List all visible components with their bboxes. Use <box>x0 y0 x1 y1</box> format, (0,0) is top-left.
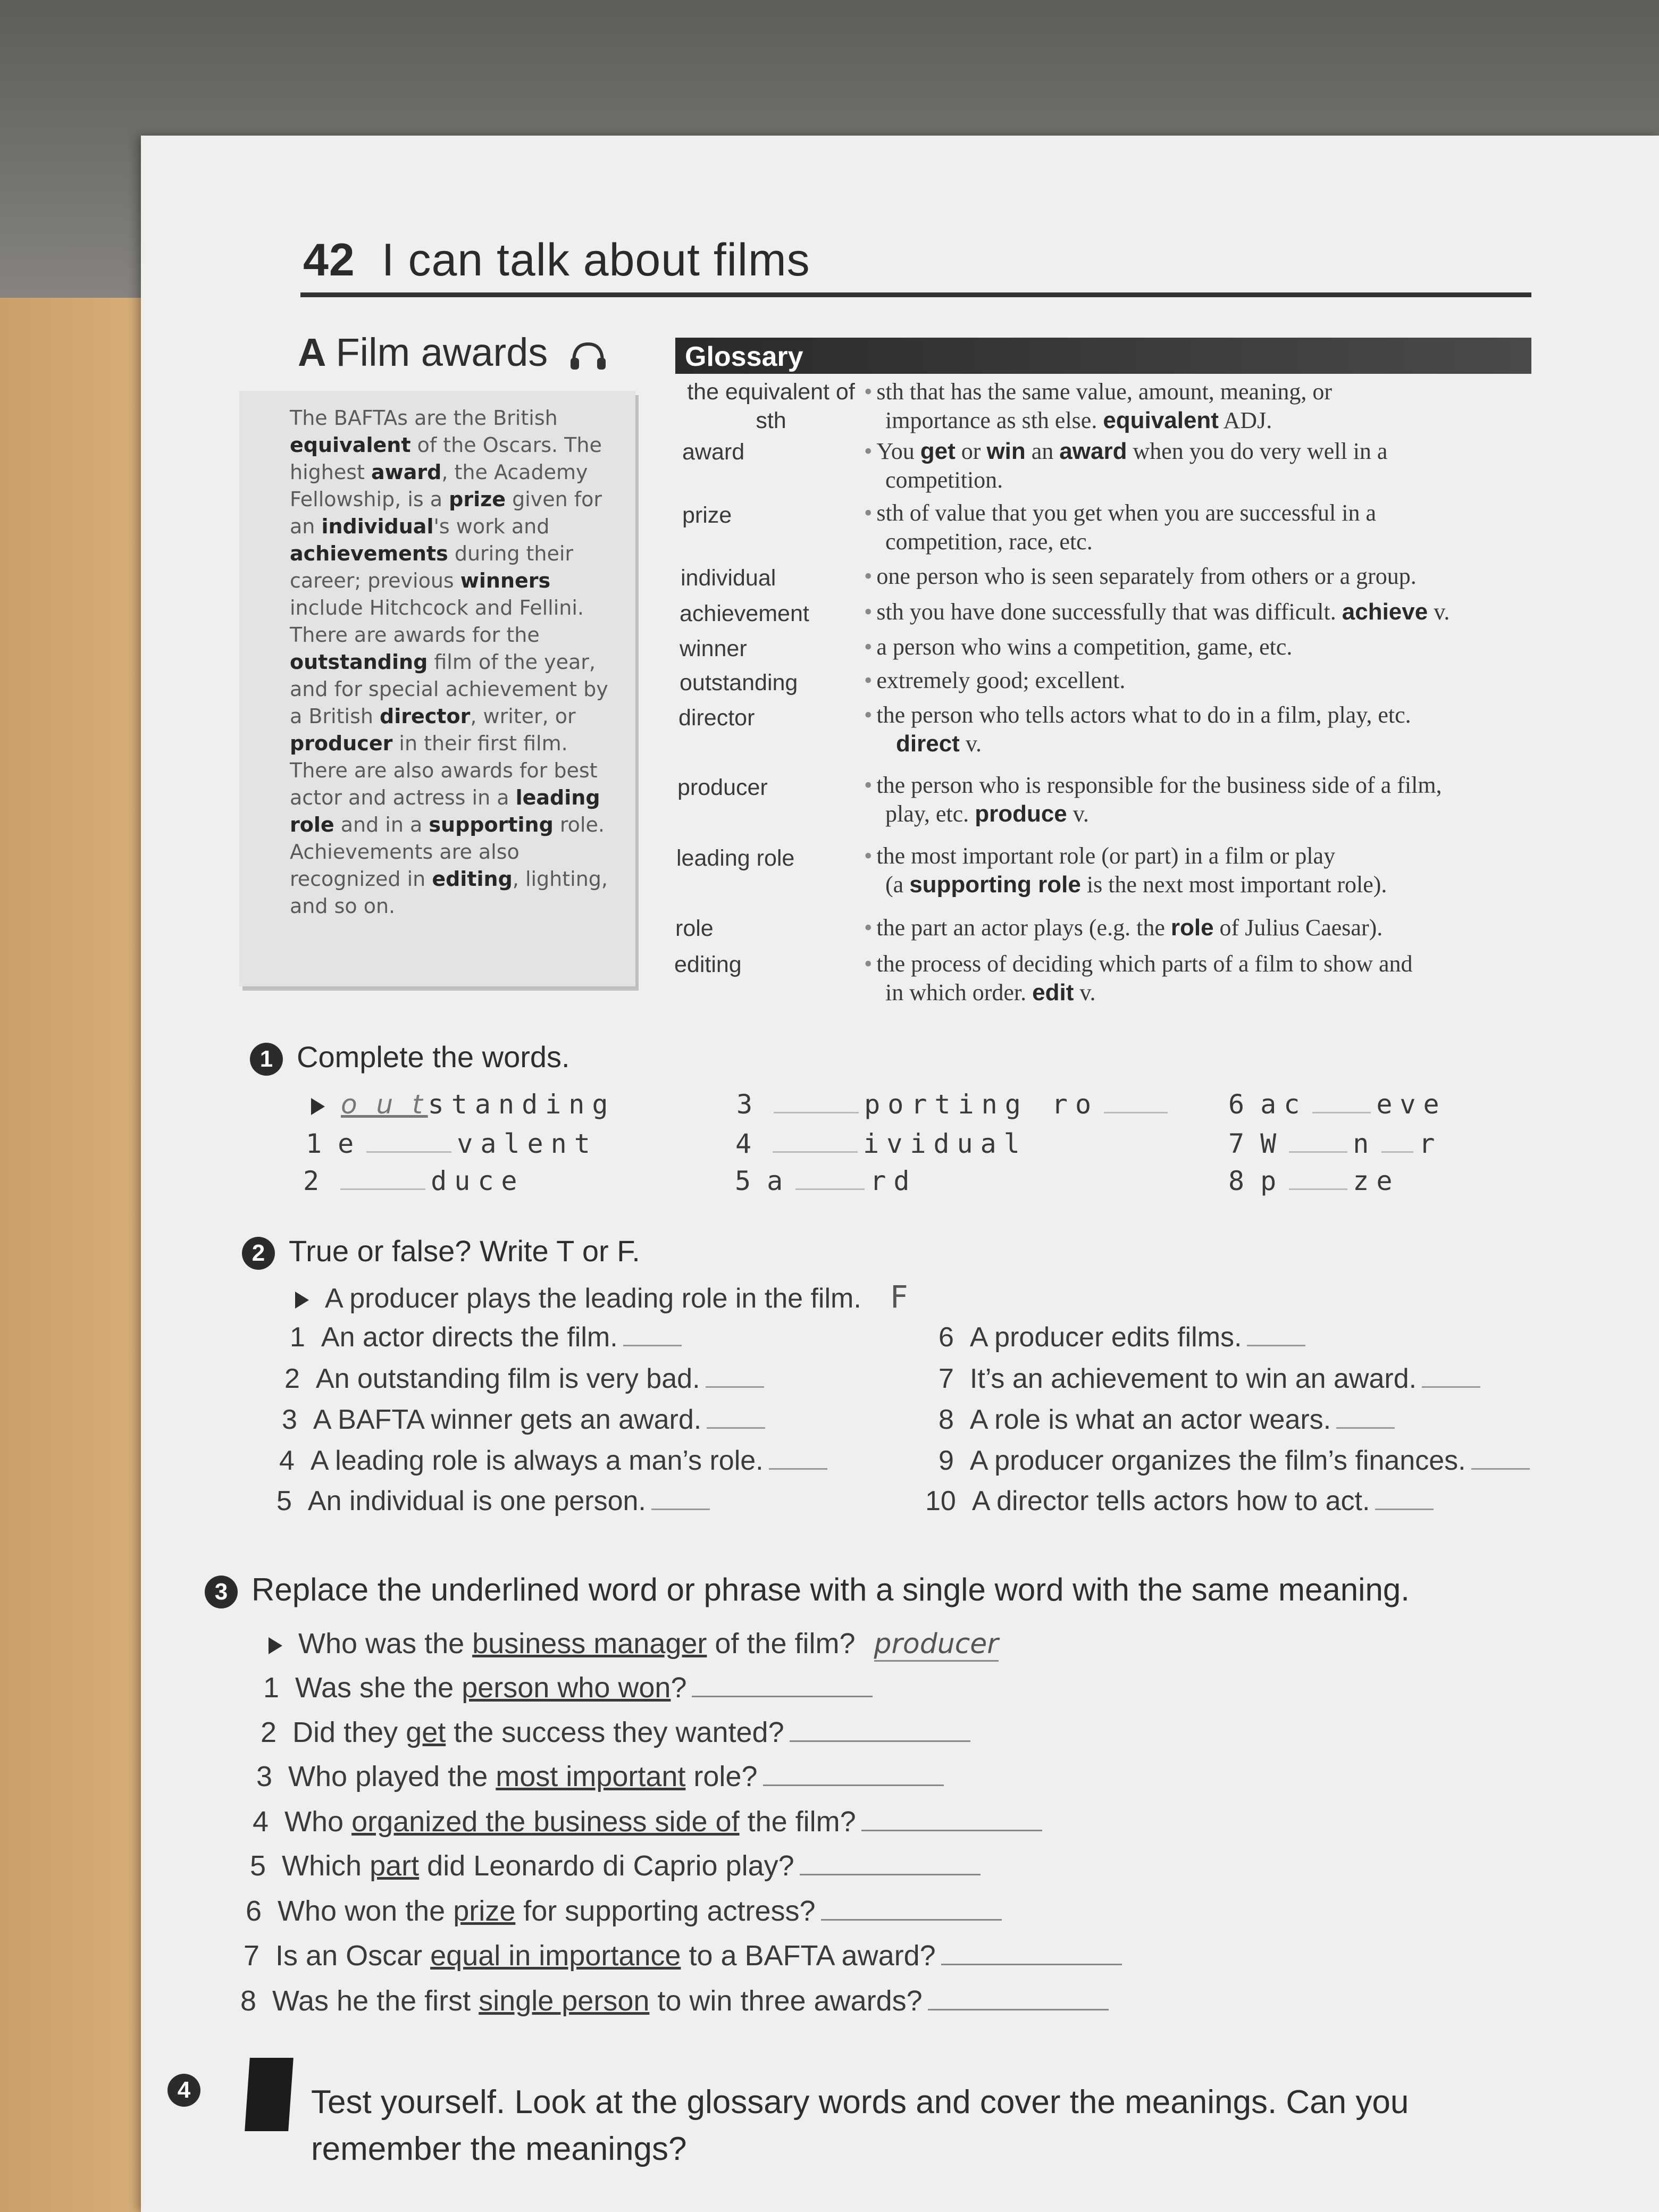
item-number: 4 <box>279 1445 295 1476</box>
item-number: 8 <box>240 1985 257 2017</box>
answer-line[interactable] <box>623 1345 682 1346</box>
definition-keyword: award <box>1059 438 1127 464</box>
definition-text: You <box>876 438 920 464</box>
instruction-line: remember the meanings? <box>311 2131 687 2167</box>
word-fragment: e <box>338 1128 362 1159</box>
glossary-word: leading role <box>676 845 795 871</box>
ex1-item <box>735 1166 917 1196</box>
answer-line[interactable] <box>941 1964 1122 1965</box>
ex2-item <box>939 1321 1305 1353</box>
intro-fragment: 's work and <box>433 515 550 538</box>
definition-keyword: role <box>1170 915 1214 941</box>
glossary-definition: • sth that has the same value, amount, meaning, or importance as sth else. equivalent ADJ. <box>864 379 1332 433</box>
intro-fragment: in their first film. There are also awards for best actor and actress in a <box>290 732 598 809</box>
definition-keyword: supporting role <box>909 872 1081 898</box>
item-number: 3 <box>256 1761 273 1792</box>
definition-text: the part an actor plays (e.g. the <box>876 915 1171 941</box>
item-number: 7 <box>939 1363 954 1394</box>
answer-line[interactable] <box>800 1874 981 1875</box>
item-number: 6 <box>1228 1089 1245 1120</box>
example-arrow-icon <box>269 1637 282 1654</box>
glossary-definition: • the most important role (or part) in a film or play (a supporting role is the next most important role). <box>864 843 1387 898</box>
definition-text: (a <box>885 872 910 898</box>
item-number: 6 <box>246 1895 262 1927</box>
glossary-word: award <box>682 439 745 465</box>
statement-text: An actor directs the film. <box>321 1322 618 1353</box>
word-fragment: r <box>1419 1128 1443 1159</box>
answer-line[interactable] <box>706 1386 764 1388</box>
question-text: ? <box>671 1672 687 1704</box>
item-number: 2 <box>303 1166 320 1196</box>
ex1-item <box>303 1166 525 1196</box>
underlined-phrase: equal in importance <box>430 1940 681 1972</box>
ex1-item <box>1228 1089 1447 1120</box>
item-number: 4 <box>253 1806 269 1838</box>
glossary-definition: • sth you have done successfully that was difficult. achieve v. <box>864 599 1450 625</box>
unit-number: 42 <box>303 234 355 286</box>
answer-line[interactable] <box>1422 1386 1480 1388</box>
underlined-phrase: prize <box>453 1895 516 1927</box>
question-text: Is an Oscar <box>275 1940 431 1972</box>
definition-keyword: edit <box>1032 979 1074 1006</box>
answer-line[interactable] <box>1247 1345 1305 1346</box>
item-number: 2 <box>284 1363 300 1394</box>
intro-keyword: producer <box>290 732 393 755</box>
item-number: 3 <box>736 1089 753 1120</box>
definition-text: ADJ. <box>1218 407 1272 433</box>
ex1-item <box>736 1089 1173 1120</box>
word-fragment: a <box>767 1166 791 1196</box>
unit-title-text: I can talk about films <box>381 234 810 286</box>
question-text: Was he the first <box>272 1985 479 2017</box>
definition-text: competition, race, etc. <box>885 529 1093 555</box>
item-number: 5 <box>276 1486 292 1516</box>
definition-keyword: achieve <box>1342 599 1428 625</box>
word-fragment: duce <box>431 1166 525 1196</box>
item-number: 7 <box>244 1940 260 1972</box>
definition-text: play, etc. <box>885 801 975 827</box>
item-number: 10 <box>925 1486 956 1516</box>
question-text: did Leonardo di Caprio play? <box>419 1850 794 1882</box>
definition-text: importance as sth else. <box>885 407 1103 433</box>
ex2-item <box>290 1321 682 1353</box>
exercise-4-number <box>167 2074 214 2107</box>
item-number: 8 <box>939 1404 954 1435</box>
intro-keyword: winners <box>460 569 551 592</box>
exercise-number: 1 <box>250 1043 283 1076</box>
instruction-line: Test yourself. Look at the glossary words and cover the meanings. Can you <box>311 2084 1409 2121</box>
intro-keyword: equivalent <box>290 433 411 457</box>
answer-gap[interactable] <box>773 1151 858 1153</box>
item-number: 1 <box>290 1322 305 1353</box>
statement-text: An outstanding film is very bad. <box>315 1363 700 1394</box>
item-number: 3 <box>282 1404 297 1435</box>
glossary-definition: • the part an actor plays (e.g. the role of Julius Caesar). <box>864 915 1383 941</box>
question-text: Was she the <box>295 1672 462 1704</box>
intro-keyword: award <box>371 460 442 484</box>
ex1-item <box>1228 1166 1400 1196</box>
item-number: 9 <box>939 1445 954 1476</box>
ex1-item <box>1228 1128 1442 1159</box>
ex3-item <box>263 1671 873 1704</box>
question-text: Which <box>282 1850 370 1882</box>
ex2-item <box>279 1445 827 1477</box>
definition-text: is the next most important role). <box>1080 872 1387 898</box>
question-text: to win three awards? <box>649 1985 923 2017</box>
exercise-number: 2 <box>242 1237 275 1270</box>
glossary-definition: • the person who is responsible for the business side of a film, play, etc. produce v. <box>864 772 1442 827</box>
ex3-example <box>269 1627 999 1660</box>
exercise-instruction: True or false? Write T or F. <box>289 1234 640 1268</box>
definition-keyword: equivalent <box>1103 407 1219 433</box>
statement-text: A director tells actors how to act. <box>971 1486 1370 1516</box>
item-number: 5 <box>735 1166 751 1196</box>
glossary-word: the equivalent of sth <box>687 379 855 433</box>
question-text: Who played the <box>288 1761 496 1792</box>
ex2-item <box>276 1485 710 1517</box>
glossary-word: prize <box>682 502 732 528</box>
statement-text: A BAFTA winner gets an award. <box>313 1404 702 1435</box>
question-text: the success they wanted? <box>446 1716 784 1748</box>
answer-gap[interactable] <box>1104 1112 1168 1113</box>
ex2-item <box>939 1363 1480 1395</box>
answer-line[interactable] <box>1471 1468 1530 1470</box>
ex1-item <box>306 1128 598 1159</box>
definition-text: v. <box>1067 801 1089 827</box>
intro-fragment: of the Oscars. The highest <box>290 433 602 484</box>
word-fragment: ividual <box>863 1128 1027 1159</box>
ex2-item <box>939 1445 1530 1477</box>
handwritten-answer: producer <box>874 1628 999 1662</box>
definition-text: one person who is seen separately from others or a group. <box>876 563 1417 589</box>
section-title: Film awards <box>336 330 548 374</box>
ex3-item <box>240 1984 1109 2017</box>
intro-fragment: and in a <box>334 813 429 836</box>
definition-keyword: produce <box>975 801 1067 827</box>
exercise-number: 3 <box>205 1576 238 1608</box>
item-number: 5 <box>250 1850 266 1882</box>
definition-text: the most important role (or part) in a film or play <box>876 843 1336 869</box>
question-text: role? <box>685 1761 758 1792</box>
example-arrow-icon <box>295 1292 309 1309</box>
glossary-word: winner <box>680 636 747 661</box>
answer-gap[interactable] <box>795 1188 865 1190</box>
ex3-item <box>253 1805 1042 1838</box>
question-text: for supporting actress? <box>515 1895 816 1927</box>
exercise-1-heading <box>250 1040 570 1076</box>
underlined-phrase: part <box>370 1850 420 1882</box>
word-fragment: eve <box>1376 1089 1447 1120</box>
intro-fragment: include Hitchcock and Fellini. There are awards for the <box>290 596 584 647</box>
answer-gap[interactable] <box>340 1188 425 1190</box>
word-fragment: rd <box>870 1166 917 1196</box>
intro-fragment: The BAFTAs are the British <box>290 406 558 430</box>
definition-text: an <box>1025 438 1060 464</box>
example-arrow-icon <box>311 1098 325 1115</box>
word-fragment: porting ro <box>864 1089 1099 1120</box>
question-text: Who <box>284 1806 352 1838</box>
intro-fragment: during their career; previous <box>290 542 574 592</box>
statement-text: An individual is one person. <box>307 1486 646 1516</box>
glossary-definition: • the person who tells actors what to do in a film, play, etc. direct v. <box>864 702 1411 757</box>
glossary-word: producer <box>677 775 768 800</box>
statement-text: A leading role is always a man’s role. <box>310 1445 764 1476</box>
answer-line[interactable] <box>692 1696 873 1697</box>
glossary-definition: • a person who wins a competition, game, etc. <box>864 634 1293 660</box>
exercise-2-heading <box>242 1234 640 1270</box>
definition-text: extremely good; excellent. <box>876 667 1126 693</box>
question-text: of the film? <box>707 1628 856 1660</box>
answer-line[interactable] <box>763 1784 944 1786</box>
definition-text: of Julius Caesar). <box>1213 915 1383 941</box>
statement-text: A producer edits films. <box>969 1322 1242 1353</box>
definition-text: sth that has the same value, amount, meaning, or <box>876 379 1332 405</box>
definition-text: v. <box>1074 979 1096 1006</box>
underlined-phrase: organized the business side of <box>351 1806 740 1838</box>
item-number: 2 <box>261 1716 277 1748</box>
handwritten-answer: o u t <box>341 1089 428 1120</box>
definition-keyword: win <box>986 438 1026 464</box>
item-number: 4 <box>735 1128 752 1159</box>
item-number: 8 <box>1228 1166 1245 1196</box>
answer-gap[interactable] <box>1289 1151 1347 1153</box>
underlined-phrase: business manager <box>472 1628 707 1660</box>
question-text: Who won the <box>278 1895 454 1927</box>
ex3-item <box>261 1716 970 1749</box>
question-text: Who was the <box>298 1628 473 1660</box>
answer-line[interactable] <box>790 1740 970 1742</box>
word-fragment: ac <box>1260 1089 1308 1120</box>
ex3-item <box>246 1895 1002 1928</box>
underlined-phrase: most important <box>496 1761 686 1792</box>
ex1-example <box>311 1089 616 1120</box>
word-fragment: valent <box>457 1128 598 1159</box>
unit-title <box>303 234 810 287</box>
exercise-number: 4 <box>167 2074 200 2107</box>
glossary-definition: • one person who is seen separately from others or a group. <box>864 563 1417 589</box>
definition-text: a person who wins a competition, game, etc. <box>876 634 1293 660</box>
ex2-item <box>925 1485 1434 1517</box>
intro-text <box>290 405 624 920</box>
word-fragment: ze <box>1353 1166 1400 1196</box>
glossary-definition: • extremely good; excellent. <box>864 667 1126 693</box>
ex3-item <box>256 1760 944 1793</box>
question-text: Did they <box>292 1716 406 1748</box>
intro-keyword: supporting <box>429 813 554 836</box>
item-number: 6 <box>939 1322 954 1353</box>
statement-text: A producer organizes the film’s finances. <box>969 1445 1466 1476</box>
statement-text: A role is what an actor wears. <box>969 1404 1331 1435</box>
answer-gap[interactable] <box>1289 1188 1347 1190</box>
word-fragment: standing <box>428 1089 616 1120</box>
glossary-definition: • the process of deciding which parts of a film to show and in which order. edit v. <box>864 951 1413 1006</box>
definition-text: the person who tells actors what to do in a film, play, etc. <box>876 702 1411 728</box>
ex1-item <box>735 1128 1027 1159</box>
word-fragment: p <box>1260 1166 1284 1196</box>
definition-text: the process of deciding which parts of a film to show and <box>876 951 1413 977</box>
headphones-icon <box>569 341 607 370</box>
exercise-instruction: Replace the underlined word or phrase with a single word with the same meaning. <box>252 1572 1410 1607</box>
underlined-phrase: get <box>406 1716 446 1748</box>
intro-keyword: leading role <box>290 786 600 836</box>
intro-fragment: film of the year, and for special achievement by a British <box>290 650 608 728</box>
intro-fragment: role. Achievements are also recognized in <box>290 813 605 891</box>
intro-keyword: editing <box>432 867 513 891</box>
ex2-example <box>295 1279 908 1315</box>
handwritten-answer: F <box>890 1279 908 1315</box>
ex2-item <box>282 1404 765 1436</box>
intro-box <box>239 391 635 986</box>
definition-text: the person who is responsible for the business side of a film, <box>876 772 1442 798</box>
glossary-word: role <box>675 916 714 941</box>
glossary-word: achievement <box>680 601 809 626</box>
ex3-item <box>244 1939 1122 1972</box>
intro-fragment: , writer, or <box>470 705 576 728</box>
ex3-item <box>250 1849 981 1882</box>
definition-keyword: get <box>920 438 956 464</box>
answer-gap[interactable] <box>1381 1151 1413 1153</box>
answer-line[interactable] <box>1336 1427 1395 1429</box>
definition-text: or <box>955 438 987 464</box>
exercise-instruction: Complete the words. <box>297 1040 570 1074</box>
definition-text: sth you have done successfully that was difficult. <box>876 599 1342 625</box>
exercise-3-heading <box>205 1571 1410 1608</box>
intro-keyword: director <box>380 705 471 728</box>
intro-fragment: , lighting, and so on. <box>290 867 608 918</box>
glossary-definition: • You get or win an award when you do very well in a competition. <box>864 438 1388 493</box>
definition-text: sth of value that you get when you are successful in a <box>876 500 1377 526</box>
question-text: to a BAFTA award? <box>681 1940 936 1972</box>
item-number: 1 <box>306 1128 322 1159</box>
definition-text: competition. <box>885 467 1003 493</box>
answer-line[interactable] <box>1375 1509 1434 1510</box>
definition-text: when you do very well in a <box>1127 438 1388 464</box>
answer-gap[interactable] <box>774 1112 859 1113</box>
glossary-word: editing <box>674 952 742 977</box>
glossary-word: director <box>678 705 755 731</box>
answer-line[interactable] <box>821 1919 1002 1921</box>
answer-line[interactable] <box>651 1509 710 1510</box>
intro-keyword: prize <box>449 488 506 511</box>
intro-fragment: given for an <box>290 488 602 538</box>
item-number: 1 <box>263 1672 280 1704</box>
answer-line[interactable] <box>707 1427 765 1429</box>
statement-text: It’s an achievement to win an award. <box>969 1363 1417 1394</box>
intro-keyword: outstanding <box>290 650 428 674</box>
definition-text: v. <box>1428 599 1450 625</box>
definition-text: v. <box>959 731 982 757</box>
item-number: 7 <box>1228 1128 1245 1159</box>
glossary-header <box>675 338 1531 374</box>
answer-line[interactable] <box>769 1468 827 1470</box>
exercise-4-instruction <box>311 2079 1409 2173</box>
intro-keyword: individual <box>321 515 434 538</box>
word-fragment: W <box>1260 1128 1284 1159</box>
ex2-item <box>939 1404 1395 1436</box>
intro-fragment: , the Academy Fellowship, is a <box>290 460 588 511</box>
definition-keyword: direct <box>896 731 960 757</box>
underlined-phrase: person who won <box>462 1672 671 1704</box>
word-fragment: n <box>1353 1128 1377 1159</box>
underlined-phrase: single person <box>479 1985 650 2017</box>
glossary-word: outstanding <box>680 670 798 696</box>
ex2-item <box>284 1363 764 1395</box>
title-rule <box>300 292 1531 297</box>
section-a-heading <box>298 330 607 375</box>
answer-line[interactable] <box>861 1830 1042 1831</box>
definition-text: in which order. <box>885 979 1033 1006</box>
answer-gap[interactable] <box>1312 1112 1371 1113</box>
section-letter: A <box>298 330 326 374</box>
answer-gap[interactable] <box>366 1151 451 1153</box>
glossary-word: individual <box>681 565 776 591</box>
answer-line[interactable] <box>928 2009 1109 2010</box>
glossary-definition: • sth of value that you get when you are successful in a competition, race, etc. <box>864 500 1377 555</box>
question-text: the film? <box>739 1806 856 1838</box>
cover-card <box>245 2058 294 2131</box>
glossary-title: Glossary <box>685 341 803 372</box>
statement-text: A producer plays the leading role in the film. <box>325 1283 861 1314</box>
intro-keyword: achievements <box>290 542 448 565</box>
